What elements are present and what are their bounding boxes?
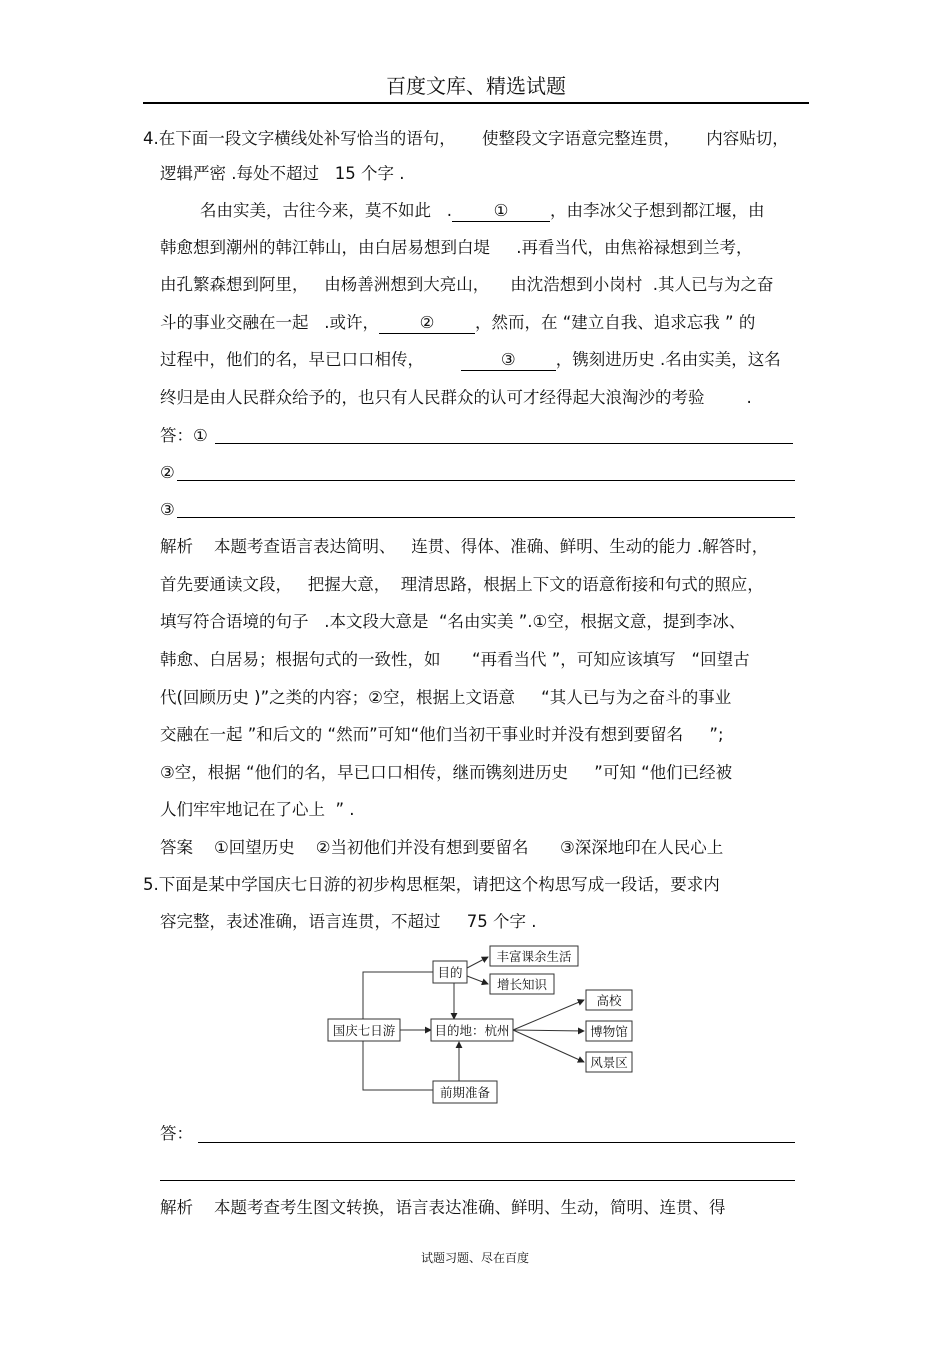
q4-passage-line4 bbox=[160, 311, 755, 335]
blank-3: ③ bbox=[461, 350, 556, 371]
answer-line-2[interactable] bbox=[177, 480, 795, 481]
q4-analysis-line: ③空，根据 “他们的名，早已口口相传，继而镌刻进历史 ”可知 “他们已经被 bbox=[160, 763, 733, 782]
q4-prompt-line1: 4.在下面一段文字横线处补写恰当的语句， 使整段文字语意完整连贯， 内容贴切， bbox=[143, 129, 789, 148]
diagram-purpose-item: 丰富课余生活 bbox=[496, 949, 572, 964]
q4-analysis-line: 首先要通读文段， 把握大意， 理清思路，根据上下文的语意衔接和句式的照应， bbox=[160, 575, 764, 594]
q4-analysis-line: 交融在一起 ”和后文的 “然而”可知“他们当初干事业时并没有想到要留名 ”; bbox=[160, 725, 724, 744]
blank-2: ② bbox=[379, 313, 475, 334]
diagram-destination-item: 高校 bbox=[596, 993, 622, 1008]
concept-diagram bbox=[320, 940, 650, 1110]
q4-passage-line5 bbox=[160, 348, 781, 372]
q4-passage-line1 bbox=[200, 199, 764, 223]
q5-analysis-line: 解析 本题考查考生图文转换，语言表达准确、鲜明、生动，简明、连贯、得 bbox=[160, 1198, 726, 1217]
q4-answer: 答案 ①回望历史 ②当初他们并没有想到要留名 ③深深地印在人民心上 bbox=[160, 838, 724, 857]
q5-prompt-line2: 容完整，表述准确，语言连贯，不超过 75 个字 . bbox=[160, 912, 537, 931]
blank-1: ① bbox=[452, 201, 550, 222]
diagram-purpose: 目的 bbox=[437, 965, 463, 980]
q4-answer-label-3: ③ bbox=[160, 500, 175, 519]
page-title: 百度文库、精选试题 bbox=[386, 74, 566, 98]
page-footer: 试题习题、尽在百度 bbox=[420, 1251, 529, 1265]
q4-answer-label-2: ② bbox=[160, 463, 175, 482]
q5-answer-line-2[interactable] bbox=[160, 1180, 795, 1181]
q4-passage-text: ，由李冰父子想到都江堰，由 bbox=[549, 201, 765, 220]
diagram-destination-item: 风景区 bbox=[590, 1055, 628, 1070]
diagram-destination-item: 博物馆 bbox=[590, 1024, 628, 1039]
diagram-prep: 前期准备 bbox=[439, 1085, 491, 1100]
diagram-purpose-item: 增长知识 bbox=[496, 977, 548, 992]
q4-passage-line3: 由孔繁森想到阿里， 由杨善洲想到大亮山， 由沈浩想到小岗村 .其人已与为之奋 bbox=[160, 275, 774, 294]
q4-answer-label-1: 答：① bbox=[160, 426, 208, 445]
answer-line-3[interactable] bbox=[177, 517, 795, 518]
q4-analysis-line: 解析 本题考查语言表达简明、 连贯、得体、准确、鲜明、生动的能力 .解答时， bbox=[160, 537, 769, 556]
q4-passage-line2: 韩愈想到潮州的韩江韩山，由白居易想到白堤 .再看当代，由焦裕禄想到兰考， bbox=[160, 238, 753, 257]
q4-analysis-line: 填写符合语境的句子 .本文段大意是 “名由实美 ”.①空，根据文意，提到李冰、 bbox=[160, 612, 746, 631]
q4-analysis-line: 韩愈、白居易；根据句式的一致性，如 “再看当代 ”，可知应该填写 “回望古 bbox=[160, 650, 750, 669]
q4-analysis-line: 代(回顾历史 )”之类的内容；②空，根据上文语意 “其人已与为之奋斗的事业 bbox=[160, 688, 732, 707]
q5-answer-line-1[interactable] bbox=[198, 1142, 795, 1143]
q5-prompt-line1: 5.下面是某中学国庆七日游的初步构思框架，请把这个构思写成一段话，要求内 bbox=[143, 875, 720, 894]
answer-line-1[interactable] bbox=[215, 443, 793, 444]
diagram-destination: 目的地：杭州 bbox=[434, 1023, 510, 1038]
q4-analysis-line: 人们牢牢地记在了心上 ” . bbox=[160, 800, 355, 819]
q4-passage-text: 名由实美，古往今来，莫不如此 . bbox=[200, 201, 452, 220]
q4-passage-text: 过程中，他们的名，早已口口相传， bbox=[160, 350, 461, 369]
q5-answer-label: 答： bbox=[160, 1124, 193, 1143]
page-header bbox=[143, 72, 809, 104]
q4-passage-text: ，然而，在 “建立自我、追求忘我 ” 的 bbox=[474, 313, 756, 332]
q4-prompt-line2: 逻辑严密 .每处不超过 15 个字 . bbox=[160, 164, 405, 183]
q4-passage-text: ，镌刻进历史 .名由实美，这名 bbox=[555, 350, 781, 369]
q4-passage-line6: 终归是由人民群众给予的，也只有人民群众的认可才经得起大浪淘沙的考验 . bbox=[160, 388, 752, 407]
diagram-root: 国庆七日游 bbox=[332, 1023, 396, 1038]
q4-passage-text: 斗的事业交融在一起 .或许， bbox=[160, 313, 379, 332]
